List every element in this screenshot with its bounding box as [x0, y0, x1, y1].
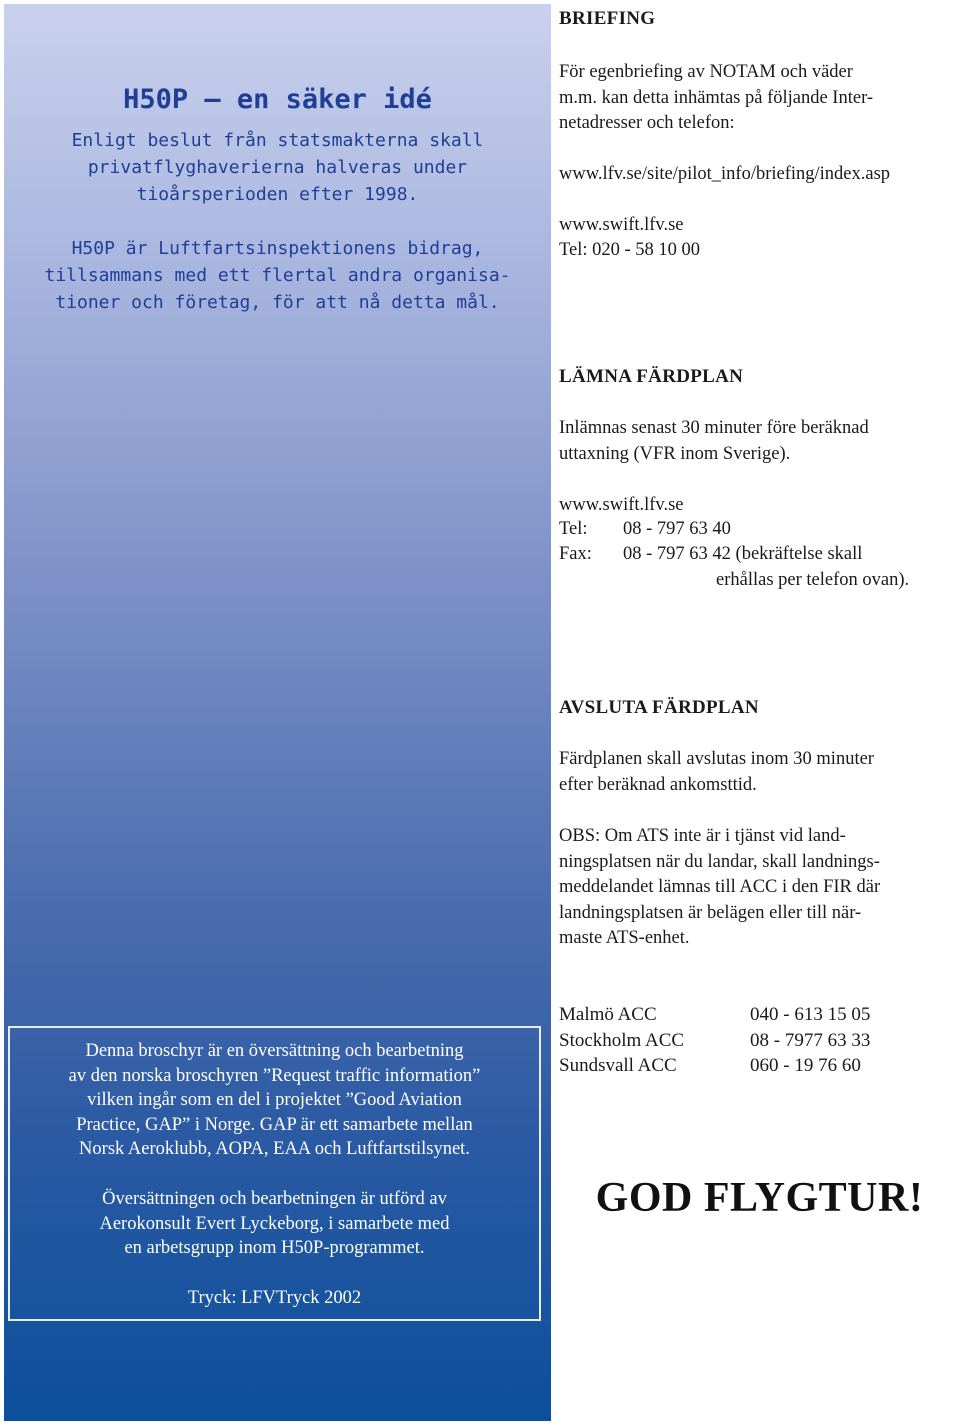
acc-name: Malmö ACC — [559, 1004, 657, 1025]
briefing-url-swift-text[interactable]: www.swift.lfv.se — [559, 215, 684, 235]
close-plan-line: efter beräknad ankomsttid. — [559, 774, 757, 795]
acc-phone: 040 - 613 15 05 — [750, 1004, 871, 1025]
credits-paragraph-origin — [8, 1039, 541, 1162]
close-plan-text — [559, 747, 874, 798]
tel-value: 08 - 797 63 40 — [623, 519, 731, 539]
credits-line: Practice, GAP” i Norge. GAP är ett samarbete mellan — [76, 1114, 473, 1135]
acc-row — [559, 1053, 870, 1079]
obs-line: meddelandet lämnas till ACC i den FIR där — [559, 877, 881, 897]
credits-line: Denna broschyr är en översättning och bearbetning — [85, 1041, 464, 1061]
hero-line: tioner och företag, för att nå detta mål. — [55, 292, 500, 313]
acc-name: Stockholm ACC — [559, 1029, 685, 1051]
file-plan-line: uttaxning (VFR inom Sverige). — [559, 443, 791, 464]
fax-continuation: erhållas per telefon ovan). — [716, 570, 910, 590]
file-plan-tel-row — [559, 519, 731, 540]
file-plan-url[interactable] — [559, 493, 684, 519]
briefing-text — [559, 60, 873, 137]
credits-line: Aerokonsult Evert Lyckeborg, i samarbete med — [99, 1213, 450, 1234]
acc-name: Sundsvall ACC — [559, 1055, 677, 1076]
hero-paragraph-goal — [4, 127, 551, 208]
hero-line: tioårsperioden efter 1998. — [136, 184, 419, 205]
briefing-url-lfv[interactable] — [559, 162, 890, 188]
credits-line: Översättningen och bearbetningen är utförd av — [102, 1189, 447, 1209]
briefing-url-swift[interactable] — [559, 213, 684, 239]
briefing-tel-text: Tel: 020 - 58 10 00 — [559, 240, 701, 260]
acc-phone-list — [559, 1002, 870, 1079]
briefing-line: För egenbriefing av NOTAM och väder — [559, 62, 853, 82]
fax-label: Fax: — [559, 544, 592, 564]
credits-print-text: Tryck: LFVTryck 2002 — [187, 1288, 362, 1308]
briefing-url-lfv-text[interactable]: www.lfv.se/site/pilot_info/briefing/index.asp — [559, 164, 891, 184]
briefing-heading: BRIEFING — [559, 8, 656, 29]
tel-label: Tel: — [559, 519, 588, 539]
hero-line: tillsammans med ett flertal andra organisa- — [44, 265, 511, 286]
credits-line: vilken ingår som en del i projektet ”Good Aviation — [87, 1090, 462, 1110]
file-plan-fax-row — [559, 544, 862, 565]
file-plan-url-text[interactable]: www.swift.lfv.se — [559, 495, 684, 515]
briefing-line: m.m. kan detta inhämtas på följande Inter- — [559, 87, 874, 108]
hero-title: H50P – en säker idé — [123, 84, 432, 115]
hero-line: H50P är Luftfartsinspektionens bidrag, — [71, 238, 484, 259]
hero-paragraph-contribution — [4, 235, 551, 316]
obs-line: OBS: Om ATS inte är i tjänst vid land- — [559, 826, 846, 846]
file-plan-heading: LÄMNA FÄRDPLAN — [559, 366, 744, 387]
file-plan-text — [559, 416, 869, 467]
acc-phone: 060 - 19 76 60 — [750, 1055, 861, 1076]
closing-greeting: GOD FLYGTUR! — [595, 1175, 924, 1221]
briefing-line: netadresser och telefon: — [559, 113, 735, 133]
obs-line: maste ATS-enhet. — [559, 928, 690, 948]
obs-line: landningsplatsen är belägen eller till när- — [559, 902, 862, 923]
credits-line: Norsk Aeroklubb, AOPA, EAA och Luftfartstilsynet. — [79, 1139, 470, 1159]
file-plan-line: Inlämnas senast 30 minuter före beräknad — [559, 418, 869, 438]
credits-paragraph-translation — [8, 1187, 541, 1261]
acc-phone: 08 - 7977 63 33 — [750, 1029, 871, 1051]
fax-value: 08 - 797 63 42 (bekräftelse skall — [623, 544, 863, 564]
obs-line: ningsplatsen när du landar, skall landnings- — [559, 851, 880, 872]
credits-line: av den norska broschyren ”Request traffic information” — [68, 1065, 481, 1086]
close-plan-obs — [559, 824, 880, 952]
acc-row — [559, 1028, 870, 1054]
credits-line: en arbetsgrupp inom H50P-programmet. — [124, 1238, 425, 1258]
acc-row — [559, 1002, 870, 1028]
hero-line: privatflyghaverierna halveras under — [87, 157, 468, 178]
hero-line: Enligt beslut från statsmakterna skall — [71, 130, 484, 151]
close-plan-heading: AVSLUTA FÄRDPLAN — [559, 697, 759, 718]
credits-print — [8, 1286, 541, 1311]
close-plan-line: Färdplanen skall avslutas inom 30 minuter — [559, 749, 874, 769]
briefing-tel — [559, 238, 700, 264]
